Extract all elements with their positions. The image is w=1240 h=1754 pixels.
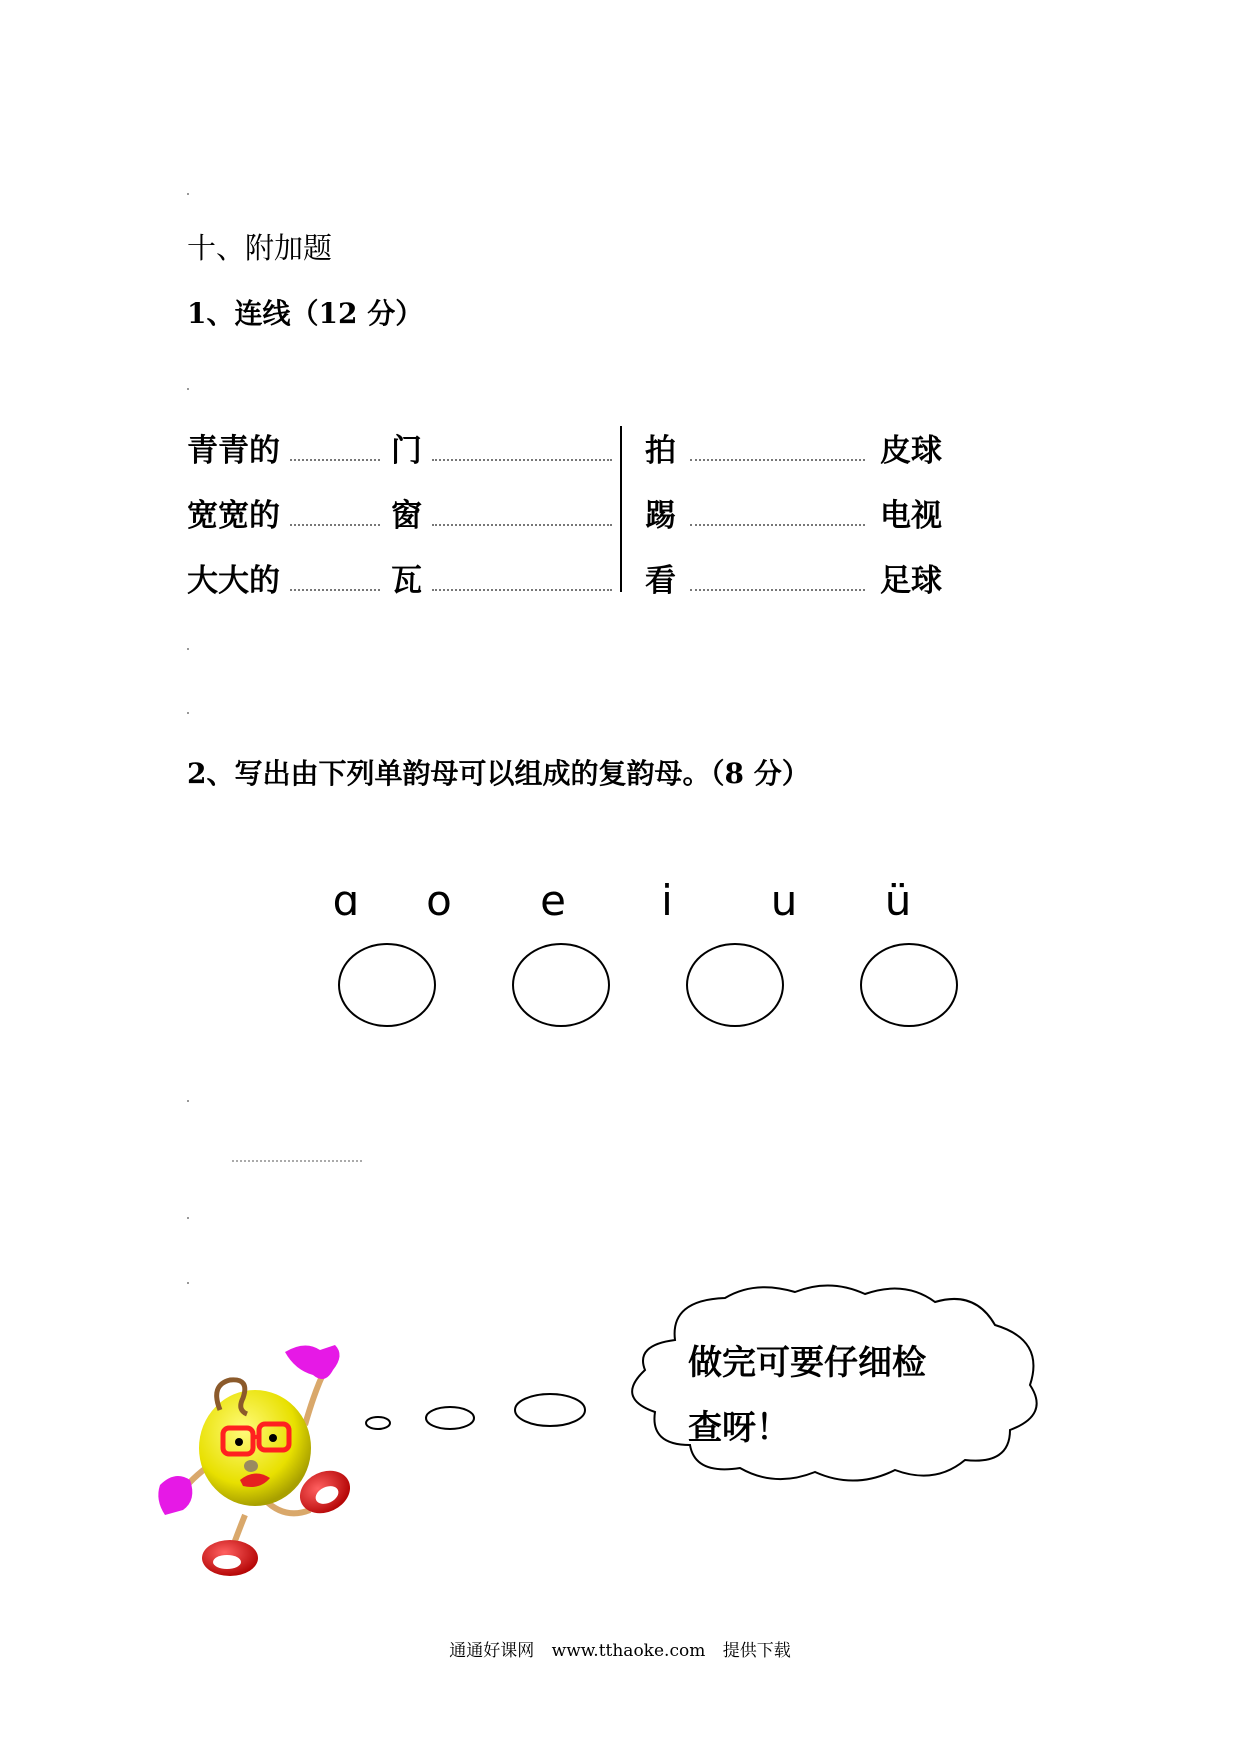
vowel-e: e (540, 876, 566, 925)
right-noun-1: 皮球 (880, 433, 942, 469)
answer-oval-1[interactable] (338, 943, 436, 1027)
right-verb-1: 拍 (645, 433, 676, 469)
thought-bubbles-icon (360, 1385, 590, 1445)
dotted-leader (432, 524, 612, 526)
stray-dot (187, 388, 189, 390)
stray-dot (187, 193, 189, 195)
section-title: 十、附加题 (187, 231, 333, 265)
vowel-o: o (426, 876, 452, 925)
dotted-leader (290, 524, 380, 526)
question-1-title: 1、连线（12 分） (187, 297, 424, 330)
footer-url[interactable]: www.tthaoke.com (551, 1641, 706, 1661)
dotted-leader (232, 1160, 362, 1162)
right-noun-2: 电视 (880, 498, 942, 534)
stray-dot (187, 1282, 189, 1284)
left-noun-1: 门 (391, 433, 422, 469)
right-verb-3: 看 (645, 563, 676, 599)
speech-bubble-line-1: 做完可要仔细检 (688, 1343, 926, 1383)
stray-dot (187, 712, 189, 714)
dotted-leader (290, 589, 380, 591)
vowel-u-umlaut: ü (884, 876, 912, 925)
question-2-title: 2、写出由下列单韵母可以组成的复韵母。（8 分） (187, 757, 810, 790)
dotted-leader (690, 524, 865, 526)
dotted-leader (432, 589, 612, 591)
stray-dot (187, 648, 189, 650)
dotted-leader (290, 459, 380, 461)
left-noun-3: 瓦 (391, 563, 422, 599)
vowel-i: i (661, 876, 673, 925)
cartoon-character-icon (155, 1340, 405, 1580)
answer-oval-2[interactable] (512, 943, 610, 1027)
right-noun-3: 足球 (880, 563, 942, 599)
speech-bubble-line-2: 查呀！ (688, 1408, 790, 1448)
footer-suffix: 提供下载 (722, 1641, 791, 1661)
dotted-leader (690, 589, 865, 591)
dotted-leader (432, 459, 612, 461)
answer-oval-4[interactable] (860, 943, 958, 1027)
stray-dot (187, 1100, 189, 1102)
footer-site-name: 通通好课网 (449, 1641, 535, 1661)
cloud-speech-bubble-icon (615, 1280, 1055, 1490)
footer (0, 1636, 1240, 1661)
dotted-leader (690, 459, 865, 461)
right-verb-2: 踢 (645, 498, 676, 534)
answer-oval-3[interactable] (686, 943, 784, 1027)
left-word-1: 青青的 (187, 433, 280, 469)
vowel-u: u (770, 876, 798, 925)
left-word-2: 宽宽的 (187, 498, 280, 534)
column-divider (620, 426, 622, 592)
left-noun-2: 窗 (391, 498, 422, 534)
left-word-3: 大大的 (187, 563, 280, 599)
stray-dot (187, 1217, 189, 1219)
vowel-a: ɑ (332, 876, 360, 925)
